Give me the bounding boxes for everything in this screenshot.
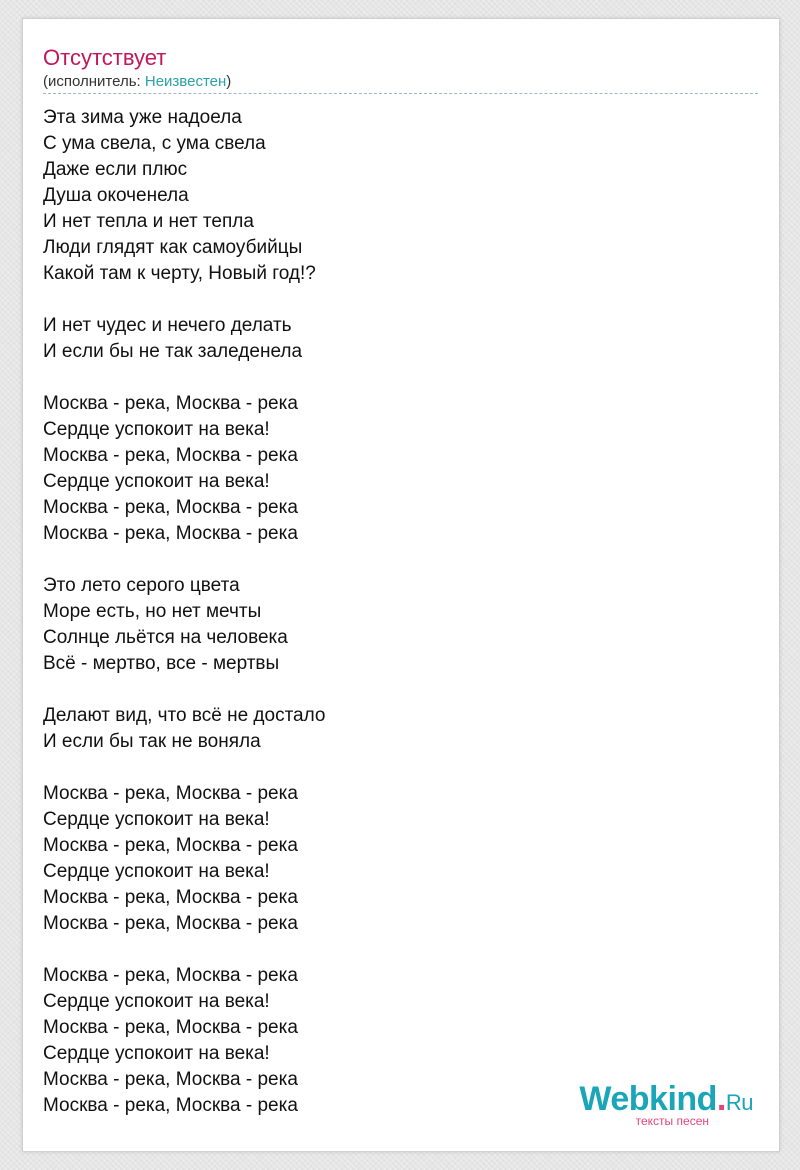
lyric-line: Москва - река, Москва - река [43,445,298,466]
lyric-line: И нет чудес и нечего делать [43,315,292,336]
stanza [43,105,758,287]
lyric-line: Даже если плюс [43,159,188,180]
lyrics-text [43,105,758,1119]
logo-dot: . [716,1080,726,1118]
lyric-line: С ума свела, с ума свела [43,133,266,154]
lyric-line: Москва - река, Москва - река [43,1095,298,1116]
lyric-line: И нет тепла и нет тепла [43,211,254,232]
dashed-divider [43,93,758,94]
lyric-line: Москва - река, Москва - река [43,835,298,856]
lyric-line: Это лето серого цвета [43,575,240,596]
stanza [43,313,758,365]
lyric-line: Москва - река, Москва - река [43,783,298,804]
lyric-line: Москва - река, Москва - река [43,393,298,414]
lyric-line: Душа окоченела [43,185,189,206]
stanza [43,703,758,755]
lyric-line: Москва - река, Москва - река [43,1017,298,1038]
lyric-line: Москва - река, Москва - река [43,497,298,518]
lyric-line: Москва - река, Москва - река [43,887,298,908]
lyric-line: Москва - река, Москва - река [43,913,298,934]
lyric-line: Эта зима уже надоела [43,107,242,128]
artist-line [43,73,231,91]
logo-tagline: тексты песен [635,1114,709,1128]
artist-link[interactable]: Неизвестен [144,73,227,90]
lyric-line: Москва - река, Москва - река [43,965,298,986]
lyric-line: Москва - река, Москва - река [43,523,298,544]
artist-suffix: ) [226,73,232,90]
stanza [43,391,758,547]
lyric-line: Какой там к черту, Новый год!? [43,263,316,284]
lyric-line: Сердце успокоит на века! [43,809,270,830]
lyric-line: Люди глядят как самоубийцы [43,237,303,258]
lyric-line: Москва - река, Москва - река [43,1069,298,1090]
lyric-line: Сердце успокоит на века! [43,471,270,492]
lyric-line: Море есть, но нет мечты [43,601,262,622]
lyrics-card [22,18,780,1152]
logo-tld: Ru [725,1090,753,1115]
lyric-line: И если бы так не воняла [43,731,261,752]
lyric-line: Сердце успокоит на века! [43,861,270,882]
lyric-line: Сердце успокоит на века! [43,419,270,440]
artist-prefix: (исполнитель: [43,73,145,90]
lyric-line: И если бы не так заледенела [43,341,303,362]
lyric-line: Всё - мертво, все - мертвы [43,653,280,674]
logo-brand: Webkind [579,1080,717,1118]
lyric-line: Сердце успокоит на века! [43,1043,270,1064]
lyric-line: Солнце льётся на человека [43,627,288,648]
song-title: Отсутствует [43,45,167,70]
lyric-line: Делают вид, что всё не достало [43,705,326,726]
stanza [43,781,758,937]
webkind-logo[interactable] [553,1081,753,1127]
stanza [43,573,758,677]
lyric-line: Сердце успокоит на века! [43,991,270,1012]
